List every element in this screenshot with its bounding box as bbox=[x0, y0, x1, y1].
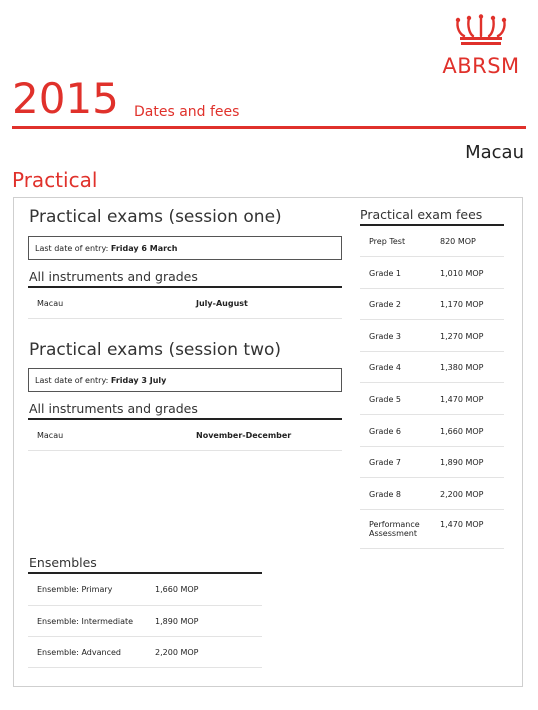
session-one-place: Macau bbox=[37, 299, 64, 308]
ensemble-row-rule bbox=[28, 667, 262, 668]
fee-grade bbox=[369, 520, 420, 538]
fee-row-rule bbox=[360, 256, 504, 257]
session-two-entry-box bbox=[28, 368, 342, 392]
session-two-place: Macau bbox=[37, 431, 64, 440]
session-one-entry-box bbox=[28, 236, 342, 260]
fee-grade: Grade 2 bbox=[369, 300, 402, 309]
fee-grade: Grade 3 bbox=[369, 332, 402, 341]
fee-value: 1,470 MOP bbox=[440, 520, 484, 529]
fee-value: 1,470 MOP bbox=[440, 395, 484, 404]
session-two-title: Practical exams (session two) bbox=[29, 340, 282, 360]
fee-value: 1,890 MOP bbox=[440, 458, 484, 467]
ensemble-name: Ensemble: Advanced bbox=[37, 648, 121, 657]
region-name: Macau bbox=[465, 142, 524, 163]
fee-grade: Grade 4 bbox=[369, 363, 402, 372]
fee-grade: Grade 7 bbox=[369, 458, 402, 467]
fee-grade-line2: Assessment bbox=[369, 529, 417, 538]
fee-row-rule bbox=[360, 382, 504, 383]
fee-value: 2,200 MOP bbox=[440, 490, 484, 499]
fee-row-rule bbox=[360, 477, 504, 478]
fees-heading: Practical exam fees bbox=[360, 207, 483, 222]
fee-value: 820 MOP bbox=[440, 237, 476, 246]
fee-row-rule bbox=[360, 548, 504, 549]
ensemble-name: Ensemble: Primary bbox=[37, 585, 113, 594]
fee-row-rule bbox=[360, 288, 504, 289]
section-title: Practical bbox=[12, 168, 98, 192]
session-one-row-rule bbox=[28, 318, 342, 319]
ensemble-name: Ensemble: Intermediate bbox=[37, 617, 134, 626]
session-two-row-rule bbox=[28, 450, 342, 451]
ensemble-fee: 1,890 MOP bbox=[155, 617, 199, 626]
fee-value: 1,170 MOP bbox=[440, 300, 484, 309]
ensemble-row-rule bbox=[28, 636, 262, 637]
session-one-period-text: July-August bbox=[196, 299, 248, 308]
fees-rule bbox=[360, 224, 504, 226]
ensemble-fee: 1,660 MOP bbox=[155, 585, 199, 594]
fee-row-rule bbox=[360, 509, 504, 510]
session-one-instruments-heading: All instruments and grades bbox=[29, 269, 198, 284]
ensemble-row-rule bbox=[28, 605, 262, 606]
fee-value: 1,010 MOP bbox=[440, 269, 484, 278]
session-one-title: Practical exams (session one) bbox=[29, 207, 282, 227]
fee-row-rule bbox=[360, 319, 504, 320]
brand-name: ABRSM bbox=[442, 54, 520, 78]
fee-value: 1,380 MOP bbox=[440, 363, 484, 372]
page-subtitle: Dates and fees bbox=[134, 104, 240, 120]
session-two-period bbox=[196, 431, 291, 440]
fee-row-rule bbox=[360, 446, 504, 447]
fee-value: 1,660 MOP bbox=[440, 427, 484, 436]
header-divider bbox=[12, 126, 526, 129]
fee-row-rule bbox=[360, 351, 504, 352]
fee-grade: Grade 8 bbox=[369, 490, 402, 499]
entry-date: Friday 6 March bbox=[110, 244, 178, 253]
fee-value: 1,270 MOP bbox=[440, 332, 484, 341]
session-two-rule bbox=[28, 418, 342, 420]
session-two-instruments-heading: All instruments and grades bbox=[29, 401, 198, 416]
year-title: 2015 bbox=[12, 74, 119, 123]
ensembles-rule bbox=[28, 572, 262, 574]
fee-grade: Grade 6 bbox=[369, 427, 402, 436]
fee-row-rule bbox=[360, 414, 504, 415]
fee-grade: Grade 1 bbox=[369, 269, 402, 278]
entry-date: Friday 3 July bbox=[110, 376, 167, 385]
fee-grade-line1: Performance bbox=[369, 520, 420, 529]
ensemble-fee: 2,200 MOP bbox=[155, 648, 199, 657]
entry-label: Last date of entry: bbox=[35, 244, 109, 253]
ensembles-heading: Ensembles bbox=[29, 555, 97, 570]
fee-grade: Grade 5 bbox=[369, 395, 402, 404]
entry-label: Last date of entry: bbox=[35, 376, 109, 385]
session-one-rule bbox=[28, 286, 342, 288]
session-two-period-text: November-December bbox=[196, 431, 292, 440]
fee-grade: Prep Test bbox=[369, 237, 406, 246]
session-one-period bbox=[196, 299, 248, 308]
